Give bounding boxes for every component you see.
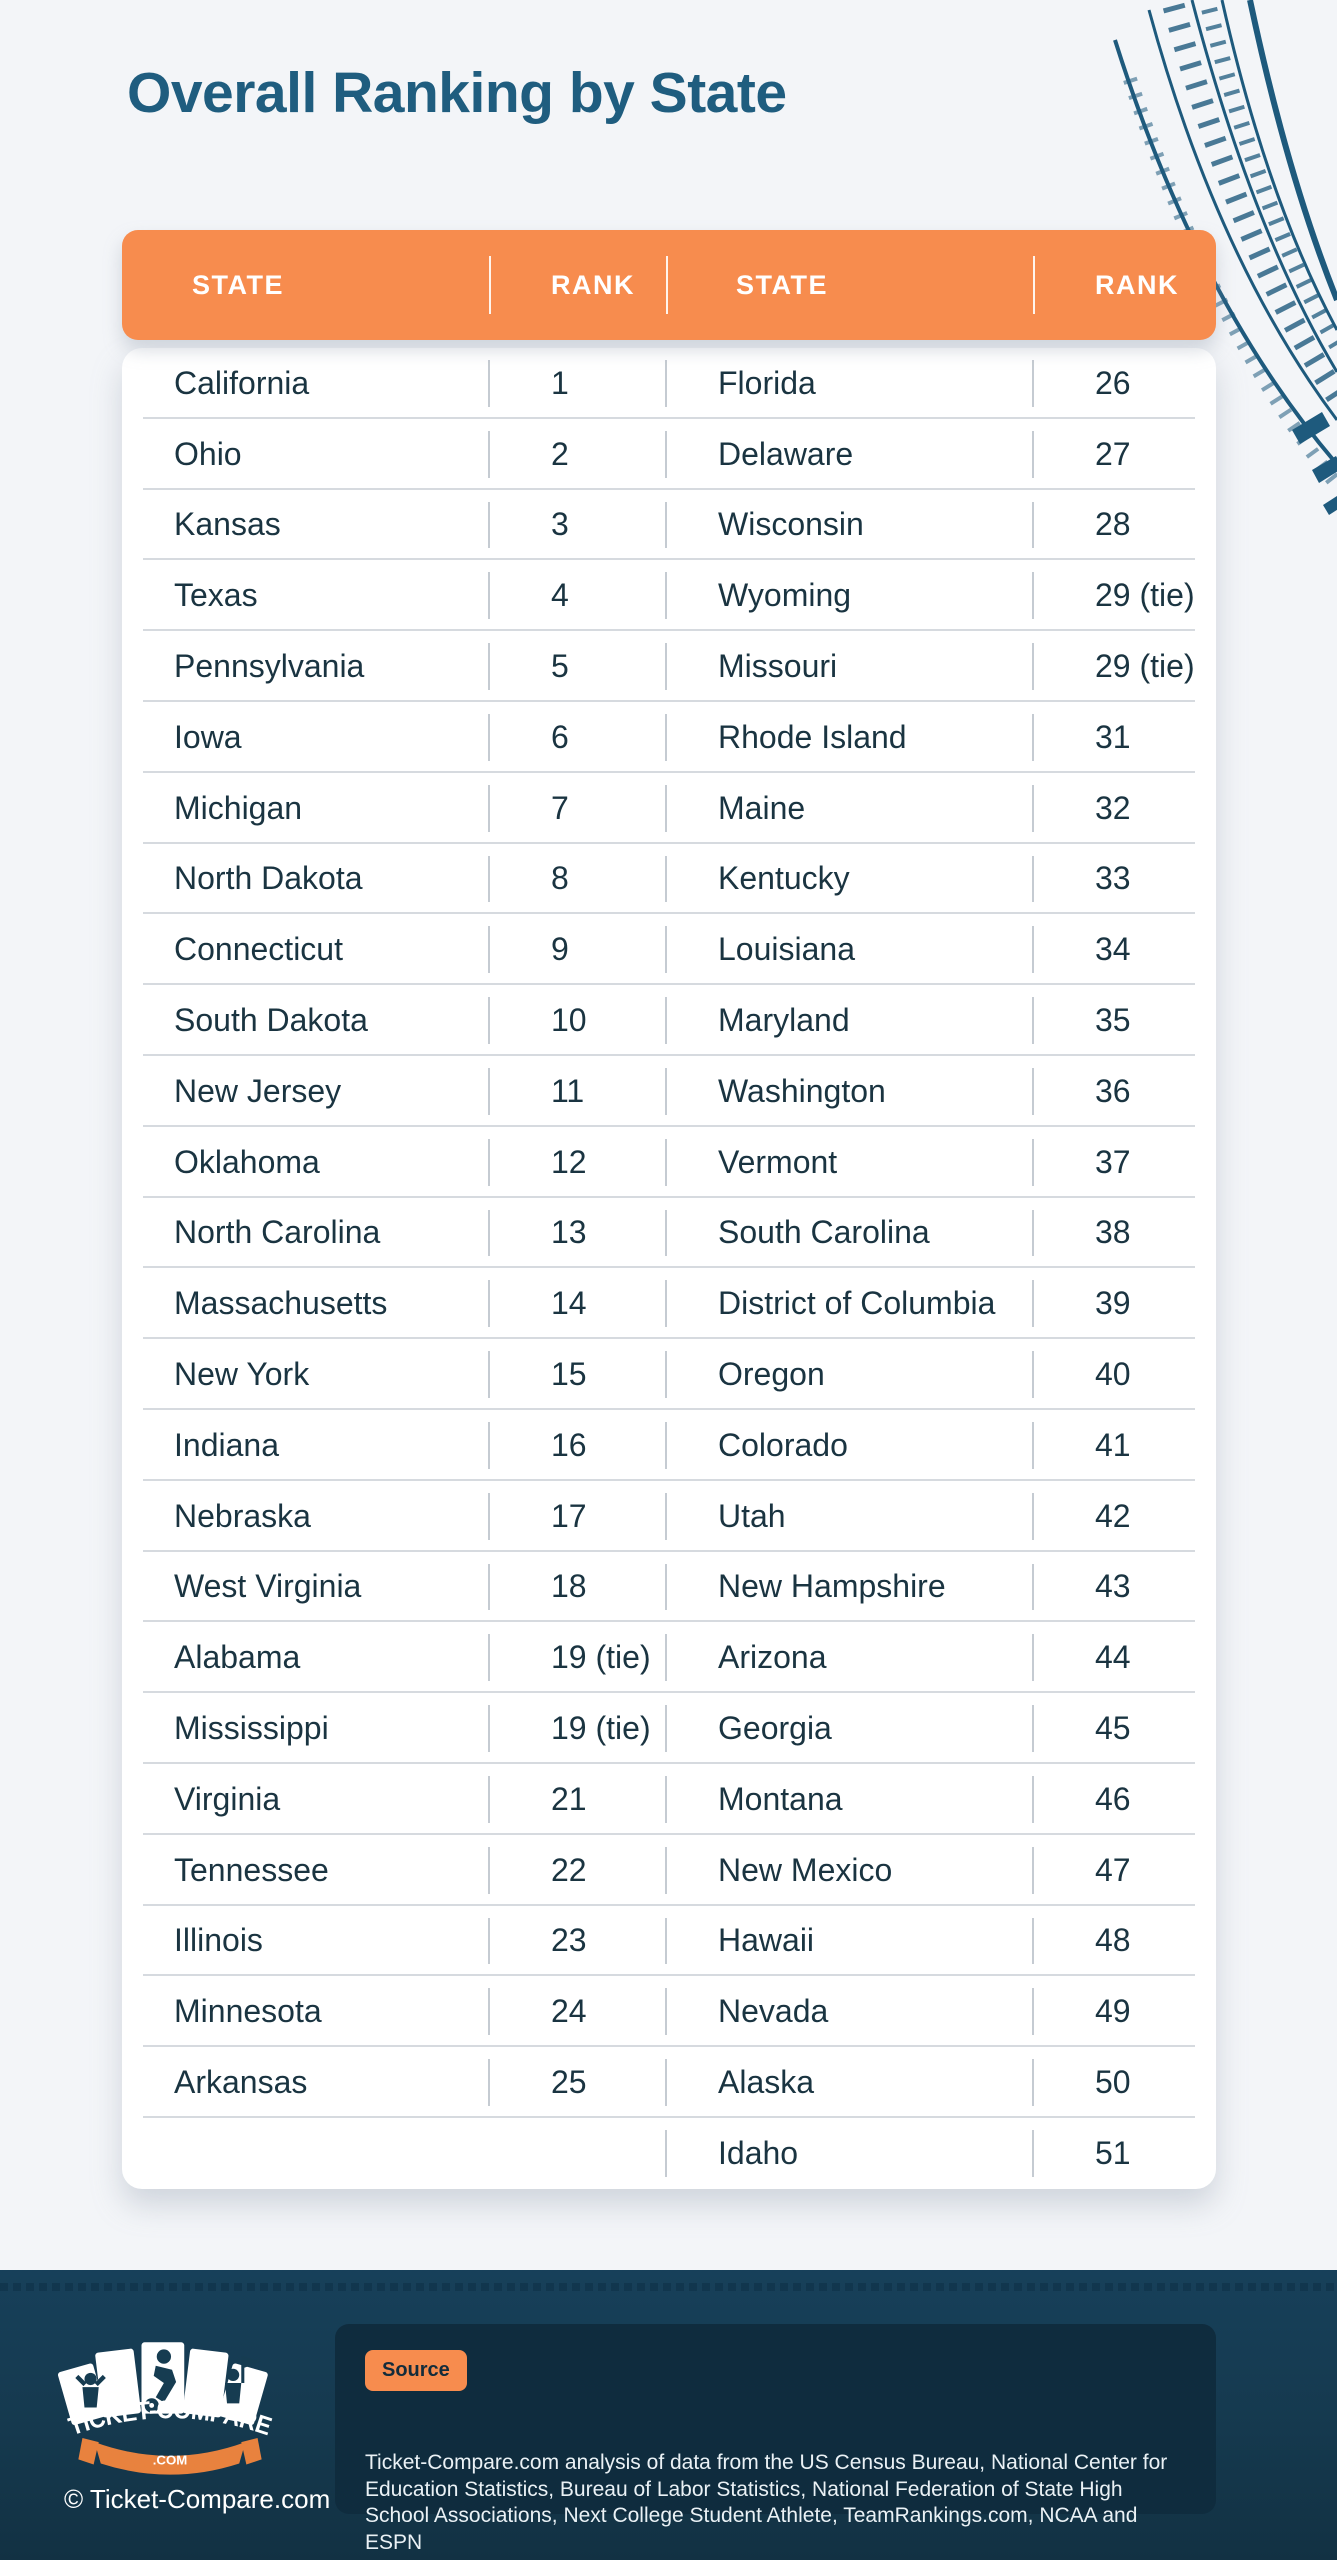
state-cell: Hawaii bbox=[666, 1906, 1033, 1977]
state-cell: Oklahoma bbox=[174, 1143, 320, 1180]
state-cell: Nevada bbox=[666, 1976, 1033, 2047]
rank-cell: 9 bbox=[489, 914, 666, 985]
rank-cell: 43 bbox=[1033, 1552, 1216, 1623]
state-cell: Connecticut bbox=[174, 931, 343, 968]
column-header-rank-right: RANK bbox=[1033, 230, 1216, 340]
table-row bbox=[122, 914, 1216, 985]
state-cell: Delaware bbox=[666, 419, 1033, 490]
table-row bbox=[122, 1764, 1216, 1835]
state-cell: Ohio bbox=[174, 435, 242, 472]
page-title: Overall Ranking by State bbox=[127, 61, 787, 125]
table-row bbox=[122, 1552, 1216, 1623]
rank-cell: 8 bbox=[489, 844, 666, 915]
table-row bbox=[122, 1906, 1216, 1977]
state-cell: Alaska bbox=[666, 2047, 1033, 2118]
footer-crowd-pattern bbox=[0, 2283, 1337, 2291]
table-row bbox=[122, 1198, 1216, 1269]
state-cell: Oregon bbox=[666, 1339, 1033, 1410]
source-panel bbox=[335, 2324, 1216, 2554]
state-cell bbox=[122, 2118, 489, 2189]
table-row bbox=[122, 1056, 1216, 1127]
state-cell: Washington bbox=[666, 1056, 1033, 1127]
table-header bbox=[122, 230, 1216, 340]
state-cell: Michigan bbox=[174, 789, 303, 826]
state-cell: District of Columbia bbox=[666, 1268, 1033, 1339]
rank-cell: 35 bbox=[1033, 985, 1216, 1056]
rank-cell: 17 bbox=[489, 1481, 666, 1552]
table-row bbox=[122, 1481, 1216, 1552]
rank-cell: 18 bbox=[489, 1552, 666, 1623]
rank-cell: 42 bbox=[1033, 1481, 1216, 1552]
column-header-state-left: STATE bbox=[192, 269, 284, 300]
state-cell: Montana bbox=[666, 1764, 1033, 1835]
state-cell: Illinois bbox=[174, 1922, 263, 1959]
rank-cell: 39 bbox=[1033, 1268, 1216, 1339]
rank-cell: 50 bbox=[1033, 2047, 1216, 2118]
table-row bbox=[122, 844, 1216, 915]
table-row bbox=[122, 490, 1216, 561]
table-row bbox=[122, 1976, 1216, 2047]
state-cell: Alabama bbox=[174, 1639, 301, 1676]
rank-cell: 40 bbox=[1033, 1339, 1216, 1410]
rank-cell: 32 bbox=[1033, 773, 1216, 844]
rank-cell: 5 bbox=[489, 631, 666, 702]
state-cell: Wisconsin bbox=[666, 490, 1033, 561]
state-cell: Virginia bbox=[174, 1780, 281, 1817]
state-cell: Louisiana bbox=[666, 914, 1033, 985]
state-cell: Georgia bbox=[666, 1693, 1033, 1764]
state-cell: Mississippi bbox=[174, 1710, 329, 1747]
rank-cell: 22 bbox=[489, 1835, 666, 1906]
state-cell: Maine bbox=[666, 773, 1033, 844]
table-row bbox=[122, 702, 1216, 773]
rank-cell: 7 bbox=[489, 773, 666, 844]
state-cell: Minnesota bbox=[174, 1993, 322, 2030]
rank-cell: 16 bbox=[489, 1410, 666, 1481]
state-cell: Rhode Island bbox=[666, 702, 1033, 773]
state-cell: Iowa bbox=[174, 718, 242, 755]
rank-cell: 29 (tie) bbox=[1033, 560, 1216, 631]
state-cell: California bbox=[174, 364, 310, 401]
table-row bbox=[122, 1835, 1216, 1906]
rank-cell: 23 bbox=[489, 1906, 666, 1977]
logo-tld: .COM bbox=[152, 2452, 188, 2468]
rank-cell: 2 bbox=[489, 419, 666, 490]
rank-cell: 51 bbox=[1033, 2118, 1216, 2189]
state-cell: Kansas bbox=[174, 506, 281, 543]
state-cell: Kentucky bbox=[666, 844, 1033, 915]
rank-cell: 14 bbox=[489, 1268, 666, 1339]
table-row bbox=[122, 2118, 1216, 2189]
state-cell: Nebraska bbox=[174, 1497, 311, 1534]
table-row bbox=[122, 348, 1216, 419]
state-cell: New Hampshire bbox=[666, 1552, 1033, 1623]
state-cell: Tennessee bbox=[174, 1851, 329, 1888]
state-cell: South Dakota bbox=[174, 1002, 368, 1039]
rank-cell: 21 bbox=[489, 1764, 666, 1835]
state-cell: Arkansas bbox=[174, 2064, 308, 2101]
rank-cell: 45 bbox=[1033, 1693, 1216, 1764]
column-header-state-right: STATE bbox=[666, 230, 1033, 340]
rank-cell: 26 bbox=[1033, 348, 1216, 419]
table-row bbox=[122, 985, 1216, 1056]
state-cell: New Jersey bbox=[174, 1072, 342, 1109]
table-row bbox=[122, 1339, 1216, 1410]
state-cell: Texas bbox=[174, 577, 258, 614]
rank-cell: 10 bbox=[489, 985, 666, 1056]
rank-cell: 49 bbox=[1033, 1976, 1216, 2047]
state-cell: Pennsylvania bbox=[174, 648, 365, 685]
rank-cell: 25 bbox=[489, 2047, 666, 2118]
state-cell: Utah bbox=[666, 1481, 1033, 1552]
rank-cell: 1 bbox=[489, 348, 666, 419]
ticket-compare-logo bbox=[58, 2336, 282, 2482]
rank-cell: 24 bbox=[489, 1976, 666, 2047]
rank-cell: 38 bbox=[1033, 1198, 1216, 1269]
table-row bbox=[122, 419, 1216, 490]
state-cell: Florida bbox=[666, 348, 1033, 419]
rank-cell: 44 bbox=[1033, 1622, 1216, 1693]
state-cell: North Dakota bbox=[174, 860, 363, 897]
state-cell: Massachusetts bbox=[174, 1285, 388, 1322]
table-row bbox=[122, 1693, 1216, 1764]
rank-cell: 19 (tie) bbox=[489, 1622, 666, 1693]
state-cell: Colorado bbox=[666, 1410, 1033, 1481]
rank-cell: 6 bbox=[489, 702, 666, 773]
state-cell: Wyoming bbox=[666, 560, 1033, 631]
state-cell: Missouri bbox=[666, 631, 1033, 702]
rank-cell: 29 (tie) bbox=[1033, 631, 1216, 702]
rank-cell: 31 bbox=[1033, 702, 1216, 773]
rank-cell: 48 bbox=[1033, 1906, 1216, 1977]
rank-cell: 11 bbox=[489, 1056, 666, 1127]
rank-cell: 34 bbox=[1033, 914, 1216, 985]
state-cell: Vermont bbox=[666, 1127, 1033, 1198]
footer bbox=[0, 2270, 1337, 2560]
table-row bbox=[122, 1268, 1216, 1339]
rank-cell: 19 (tie) bbox=[489, 1693, 666, 1764]
rank-cell: 3 bbox=[489, 490, 666, 561]
state-cell: Idaho bbox=[666, 2118, 1033, 2189]
rank-cell: 27 bbox=[1033, 419, 1216, 490]
rank-cell: 36 bbox=[1033, 1056, 1216, 1127]
rank-cell: 4 bbox=[489, 560, 666, 631]
table-row bbox=[122, 1127, 1216, 1198]
ranking-table bbox=[122, 348, 1216, 2189]
rank-cell: 12 bbox=[489, 1127, 666, 1198]
state-cell: Arizona bbox=[666, 1622, 1033, 1693]
rank-cell: 47 bbox=[1033, 1835, 1216, 1906]
state-cell: South Carolina bbox=[666, 1198, 1033, 1269]
rank-cell bbox=[489, 2118, 666, 2189]
table-row bbox=[122, 560, 1216, 631]
state-cell: New York bbox=[174, 1356, 310, 1393]
logo-wordmark: TICKET-COMPARE bbox=[65, 2396, 277, 2442]
table-row bbox=[122, 2047, 1216, 2118]
state-cell: New Mexico bbox=[666, 1835, 1033, 1906]
column-header-rank-left: RANK bbox=[489, 230, 666, 340]
rank-cell: 28 bbox=[1033, 490, 1216, 561]
table-row bbox=[122, 631, 1216, 702]
state-cell: Indiana bbox=[174, 1426, 279, 1463]
state-cell: Maryland bbox=[666, 985, 1033, 1056]
rank-cell: 13 bbox=[489, 1198, 666, 1269]
state-cell: North Carolina bbox=[174, 1214, 381, 1251]
table-row bbox=[122, 773, 1216, 844]
source-description: Ticket-Compare.com analysis of data from the US Census Bureau, National Center for Education Statistics, Bureau of Labor Statistics, National Federation of State High School Associations, Next College Student Athlete, TeamRankings.com, NCAA and ESPN bbox=[365, 2451, 1168, 2554]
table-row bbox=[122, 1622, 1216, 1693]
rank-cell: 41 bbox=[1033, 1410, 1216, 1481]
rank-cell: 15 bbox=[489, 1339, 666, 1410]
rank-cell: 46 bbox=[1033, 1764, 1216, 1835]
rank-cell: 33 bbox=[1033, 844, 1216, 915]
rank-cell: 37 bbox=[1033, 1127, 1216, 1198]
source-badge: Source bbox=[365, 2350, 467, 2391]
copyright-text: © Ticket-Compare.com bbox=[64, 2484, 331, 2514]
table-row bbox=[122, 1410, 1216, 1481]
state-cell: West Virginia bbox=[174, 1568, 362, 1605]
